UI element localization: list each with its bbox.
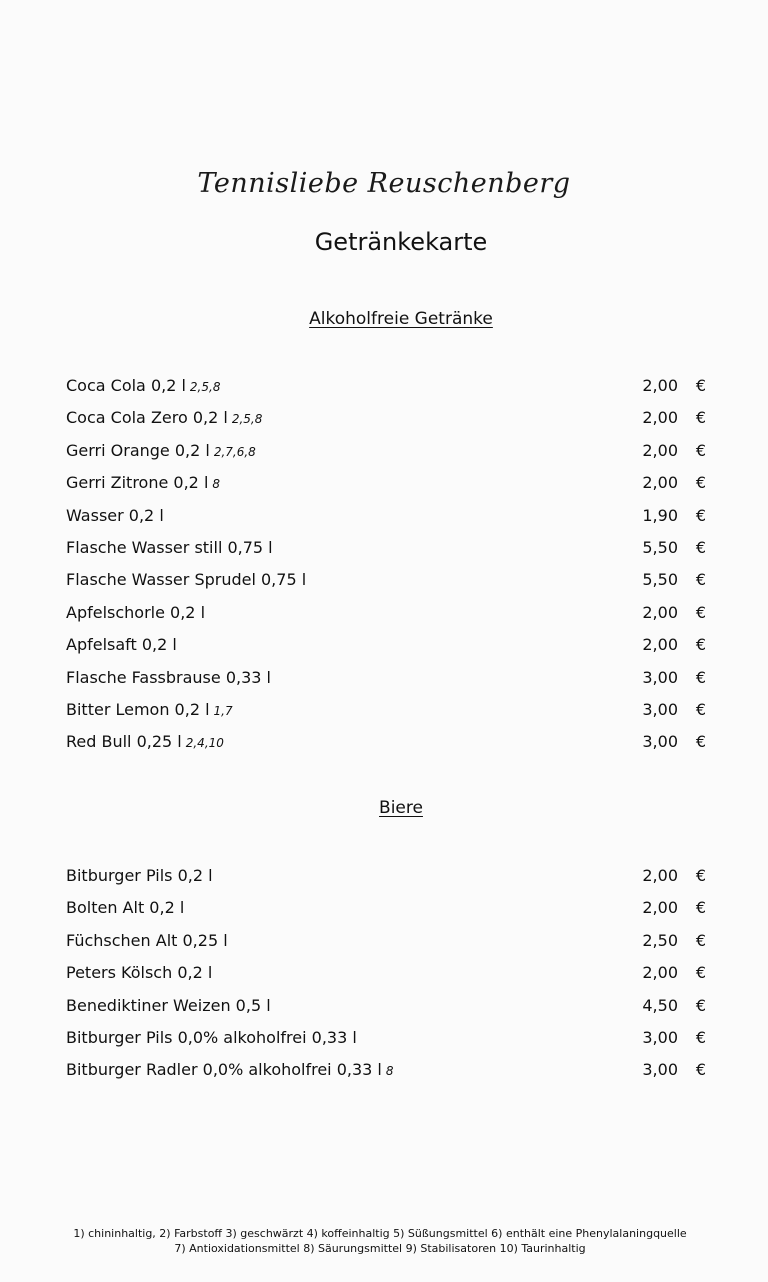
- item-name: [66, 668, 271, 688]
- currency-symbol: €: [695, 537, 706, 557]
- menu-item: [66, 538, 706, 570]
- item-price: 2,50: [642, 930, 678, 950]
- item-name: [66, 963, 212, 983]
- item-name: [66, 866, 213, 886]
- currency-symbol: €: [695, 699, 706, 719]
- drinks-list-biere: [66, 866, 706, 1093]
- item-name: [66, 1060, 394, 1081]
- currency-symbol: €: [695, 963, 706, 983]
- item-name: [66, 441, 256, 462]
- currency-symbol: €: [695, 602, 706, 622]
- item-price: 2,00: [642, 898, 678, 918]
- item-name: [66, 931, 228, 951]
- currency-symbol: €: [695, 505, 706, 525]
- menu-item: [66, 668, 706, 700]
- section-heading-alkoholfrei: Alkoholfreie Getränke: [309, 309, 493, 329]
- footnote-line: 7) Antioxidationsmittel 8) Säurungsmittel 9) Stabilisatoren 10) Taurinhaltig: [174, 1242, 586, 1255]
- item-name-text: Red Bull 0,25 l: [66, 732, 182, 752]
- item-name: [66, 506, 164, 526]
- additive-note: 8: [385, 1064, 394, 1079]
- currency-symbol: €: [695, 930, 706, 950]
- item-price: 4,50: [642, 995, 678, 1015]
- item-name-text: Peters Kölsch 0,2 l: [66, 963, 213, 983]
- section-heading-biere: Biere: [379, 798, 423, 818]
- item-price: 2,00: [642, 376, 678, 395]
- currency-symbol: €: [695, 473, 706, 493]
- menu-item: [66, 700, 706, 732]
- item-price: 1,90: [642, 505, 678, 525]
- item-name-text: Apfelschorle 0,2 l: [66, 602, 206, 622]
- additive-note: 8: [212, 477, 221, 492]
- page-title: Getränkekarte: [314, 228, 488, 256]
- currency-symbol: €: [695, 866, 706, 885]
- item-name: [66, 473, 220, 494]
- item-price: 3,00: [642, 1027, 678, 1047]
- item-price: 3,00: [642, 699, 678, 719]
- menu-item: [66, 441, 706, 473]
- item-name-text: Gerri Orange 0,2 l: [66, 440, 210, 460]
- item-name-text: Füchschen Alt 0,25 l: [66, 930, 228, 950]
- currency-symbol: €: [695, 635, 706, 655]
- menu-item: [66, 1060, 706, 1092]
- item-name-text: Bolten Alt 0,2 l: [66, 898, 185, 918]
- item-name: [66, 376, 220, 397]
- additive-note: 2,5,8: [189, 380, 221, 394]
- item-price: 5,50: [642, 537, 678, 557]
- brand-name: Tennisliebe Reuschenberg: [197, 168, 571, 199]
- currency-symbol: €: [695, 1027, 706, 1047]
- menu-item: [66, 996, 706, 1028]
- item-price: 3,00: [642, 667, 678, 687]
- item-name: [66, 635, 177, 655]
- menu-item: [66, 732, 706, 764]
- item-name-text: Coca Cola 0,2 l: [66, 376, 186, 395]
- item-name: [66, 408, 262, 429]
- item-name: [66, 570, 306, 590]
- item-name: [66, 996, 271, 1016]
- menu-item: [66, 931, 706, 963]
- menu-item: [66, 603, 706, 635]
- item-name-text: Flasche Fassbrause 0,33 l: [66, 667, 271, 687]
- item-name-text: Bitter Lemon 0,2 l: [66, 699, 210, 719]
- additive-note: 1,7: [213, 703, 233, 718]
- item-price: 2,00: [642, 602, 678, 622]
- menu-item: [66, 898, 706, 930]
- item-name: [66, 538, 273, 558]
- additive-note: 2,4,10: [185, 736, 224, 751]
- currency-symbol: €: [695, 376, 706, 395]
- currency-symbol: €: [695, 732, 706, 752]
- item-name-text: Flasche Wasser Sprudel 0,75 l: [66, 570, 307, 590]
- item-price: 2,00: [642, 440, 678, 460]
- currency-symbol: €: [695, 440, 706, 460]
- item-name: [66, 898, 184, 918]
- item-price: 2,00: [642, 635, 678, 655]
- item-name-text: Bitburger Pils 0,2 l: [66, 866, 213, 885]
- item-name: [66, 700, 233, 721]
- item-name-text: Coca Cola Zero 0,2 l: [66, 408, 228, 428]
- allergen-footnotes: [30, 1226, 730, 1256]
- currency-symbol: €: [695, 408, 706, 428]
- footnote-line: 1) chininhaltig, 2) Farbstoff 3) geschwärzt 4) koffeinhaltig 5) Süßungsmittel 6) enthält eine Phenylalaningquelle: [73, 1227, 687, 1240]
- item-price: 2,00: [642, 408, 678, 428]
- item-name-text: Bitburger Radler 0,0% alkoholfrei 0,33 l: [66, 1060, 382, 1080]
- item-price: 2,00: [642, 963, 678, 983]
- item-name: [66, 603, 205, 623]
- drinks-list-alkoholfrei: [66, 376, 706, 765]
- item-price: 3,00: [642, 1060, 678, 1080]
- item-price: 3,00: [642, 732, 678, 752]
- item-name-text: Gerri Zitrone 0,2 l: [66, 473, 209, 493]
- currency-symbol: €: [695, 1060, 706, 1080]
- item-name-text: Benediktiner Weizen 0,5 l: [66, 995, 271, 1015]
- menu-item: [66, 963, 706, 995]
- item-price: 5,50: [642, 570, 678, 590]
- item-price: 2,00: [642, 473, 678, 493]
- menu-item: [66, 408, 706, 440]
- additive-note: 2,7,6,8: [213, 444, 256, 459]
- item-name-text: Bitburger Pils 0,0% alkoholfrei 0,33 l: [66, 1027, 357, 1047]
- item-name: [66, 732, 224, 753]
- additive-note: 2,5,8: [231, 412, 263, 427]
- currency-symbol: €: [695, 898, 706, 918]
- menu-item: [66, 376, 706, 408]
- menu-item: [66, 1028, 706, 1060]
- menu-item: [66, 570, 706, 602]
- menu-item: [66, 473, 706, 505]
- item-name-text: Flasche Wasser still 0,75 l: [66, 537, 273, 557]
- item-name-text: Apfelsaft 0,2 l: [66, 635, 177, 655]
- item-price: 2,00: [642, 866, 678, 885]
- item-name: [66, 1028, 357, 1048]
- menu-item: [66, 506, 706, 538]
- menu-item: [66, 635, 706, 667]
- menu-item: [66, 866, 706, 898]
- currency-symbol: €: [695, 995, 706, 1015]
- currency-symbol: €: [695, 667, 706, 687]
- item-name-text: Wasser 0,2 l: [66, 505, 164, 525]
- currency-symbol: €: [695, 570, 706, 590]
